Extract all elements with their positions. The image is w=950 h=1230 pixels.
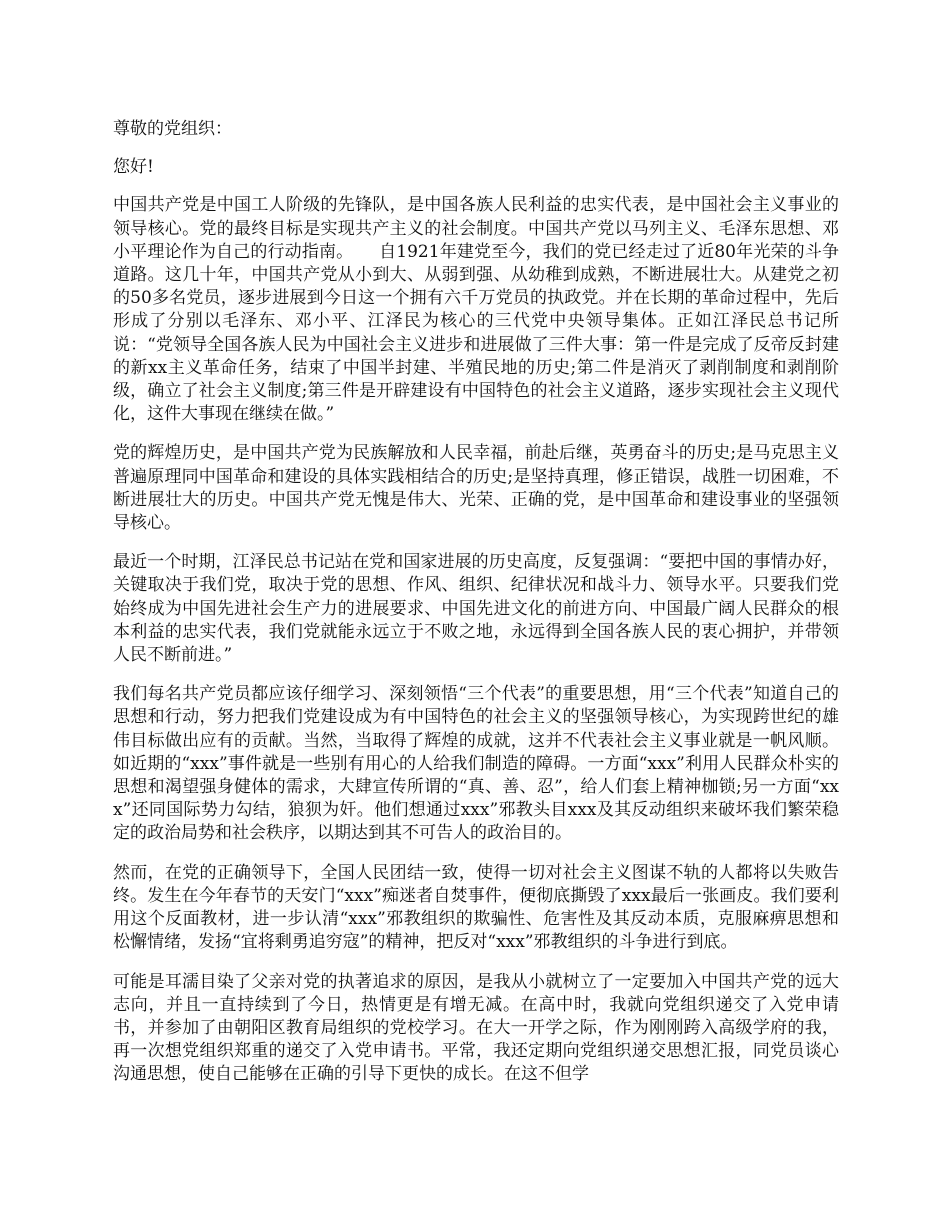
paragraph-4: 我们每名共产党员都应该仔细学习、深刻领悟“三个代表”的重要思想，用“三个代表”知道自己的思想和行动，努力把我们党建设成为有中国特色的社会主义的坚强领导核心，为实现跨世纪的雄伟目标做出应有的贡献。当然，当取得了辉煌的成就，这并不代表社会主义事业就是一帆风顺。如近期的“xxx”事件就是一些别有用心的人给我们制造的障碍。一方面“xxx”利用人民群众朴实的思想和渴望强身健体的需求，大肆宣传所谓的“真、善、忍”，给人们套上精神枷锁;另一方面“xxx”还同国际势力勾结，狼狈为奸。他们想通过xxx”邪教头目xxx及其反动组织来破坏我们繁荣稳定的政治局势和社会秩序，以期达到其不可告人的政治目的。: [113, 684, 839, 844]
paragraph-5: 然而，在党的正确领导下，全国人民团结一致，使得一切对社会主义图谋不轨的人都将以失败告终。发生在今年春节的天安门“xxx”痴迷者自焚事件，便彻底撕毁了xxx最后一张画皮。我们要利用这个反面教材，进一步认清“xxx”邪教组织的欺骗性、危害性及其反动本质，克服麻痹思想和松懈情绪，发扬“宜将剩勇追穷寇”的精神，把反对“xxx”邪教组织的斗争进行到底。: [113, 862, 839, 953]
paragraph-1: 中国共产党是中国工人阶级的先锋队，是中国各族人民利益的忠实代表，是中国社会主义事业的领导核心。党的最终目标是实现共产主义的社会制度。中国共产党以马列主义、毛泽东思想、邓小平理论作为自己的行动指南。 自1921年建党至今，我们的党已经走过了近80年光荣的斗争道路。这几十年，中国共产党从小到大、从弱到强、从幼稚到成熟，不断进展壮大。从建党之初的50多名党员，逐步进展到今日这一个拥有六千万党员的执政党。并在长期的革命过程中，先后形成了分别以毛泽东、邓小平、江泽民为核心的三代党中央领导集体。正如江泽民总书记所说：“党领导全国各族人民为中国社会主义进步和进展做了三件大事：第一件是完成了反帝反封建的新xx主义革命任务，结束了中国半封建、半殖民地的历史;第二件是消灭了剥削制度和剥削阶级，确立了社会主义制度;第三件是开辟建设有中国特色的社会主义道路，逐步实现社会主义现代化，这件大事现在继续在做。”: [113, 195, 839, 425]
paragraph-6: 可能是耳濡目染了父亲对党的执著追求的原因，是我从小就树立了一定要加入中国共产党的远大志向，并且一直持续到了今日，热情更是有增无减。在高中时，我就向党组织递交了入党申请书，并参加了由朝阳区教育局组织的党校学习。在大一开学之际，作为刚刚跨入高级学府的我，再一次想党组织郑重的递交了入党申请书。平常，我还定期向党组织递交思想汇报，同党员谈心沟通思想，使自己能够在正确的引导下更快的成长。在这不但学: [113, 971, 839, 1085]
paragraph-3: 最近一个时期，江泽民总书记站在党和国家进展的历史高度，反复强调：“要把中国的事情办好，关键取决于我们党，取决于党的思想、作风、组织、纪律状况和战斗力、领导水平。只要我们党始终成为中国先进社会生产力的进展要求、中国先进文化的前进方向、中国最广阔人民群众的根本利益的忠实代表，我们党就能永远立于不败之地，永远得到全国各族人民的衷心拥护，并带领人民不断前进。”: [113, 552, 839, 666]
letter-body: [113, 118, 839, 1103]
paragraph-2: 党的辉煌历史，是中国共产党为民族解放和人民幸福，前赴后继，英勇奋斗的历史;是马克思主义普遍原理同中国革命和建设的具体实践相结合的历史;是坚持真理，修正错误，战胜一切困难，不断进展壮大的历史。中国共产党无愧是伟大、光荣、正确的党，是中国革命和建设事业的坚强领导核心。: [113, 443, 839, 534]
salutation: 尊敬的党组织：: [113, 119, 232, 139]
greeting: 您好!: [113, 157, 154, 178]
